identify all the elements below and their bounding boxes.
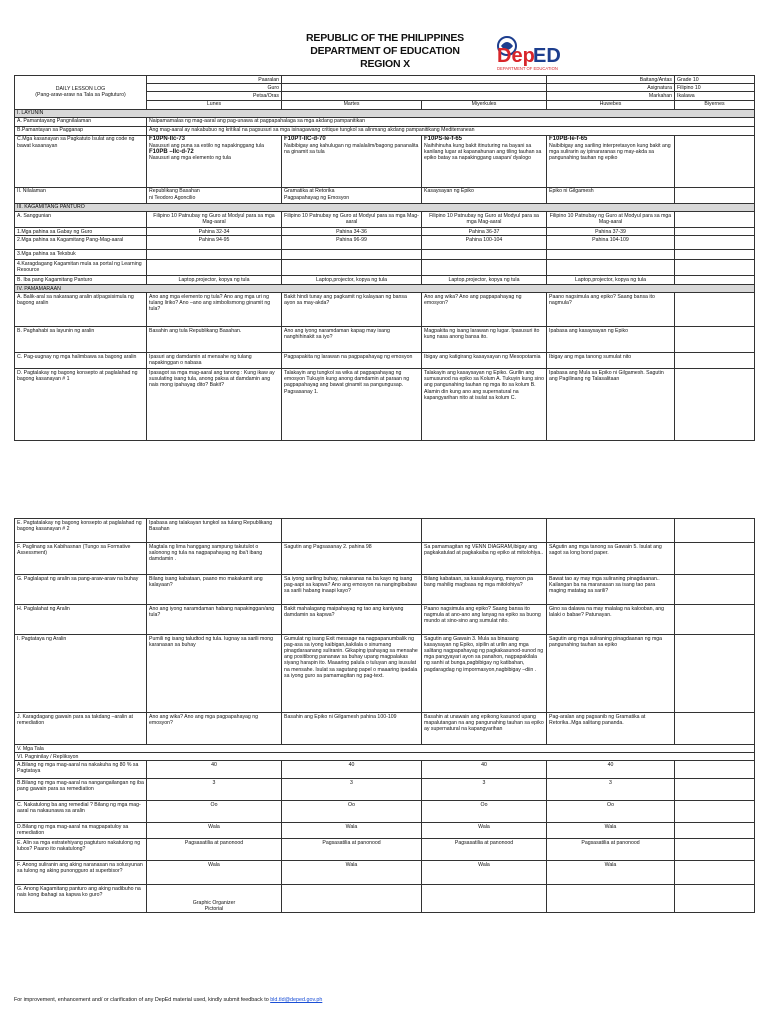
cell-huwebes: Ipabasa ang kasaysayan ng Epiko [547,327,675,353]
day-biyernes: Biyernes [675,100,755,109]
cell-huwebes: Wala [547,823,675,839]
cell-huwebes [547,135,675,187]
cell-miyerkules: Sa pamamagitan ng VENN DIAGRAM,ibigay ang pagkakatulad at pagkakaiba ng epiko at mitolohiya.. [422,543,547,575]
header-title-block [285,32,485,71]
cell-biyernes [675,575,755,605]
deped-logo [493,24,563,80]
row-label: II. Nilalaman [15,187,147,203]
cell-lunes [147,135,282,187]
cell-biyernes [675,187,755,203]
svg-text:ED: ED [533,45,561,67]
text: Pictorial [204,905,224,912]
cell-martes: Pahina 96-99 [282,236,422,250]
row-label: A.Bilang ng mga mag-aaral na nakakuha ng 80 % sa Pagtataya [15,761,147,779]
row-label: D.Bilang ng mga mag-aaral na magpapatuloy sa remediation [15,823,147,839]
cell-lunes [147,250,282,260]
cell-huwebes: Wala [547,861,675,885]
cell-huwebes [547,260,675,276]
header-republic: REPUBLIC OF THE PHILIPPINES [306,32,464,44]
text: Nasusuri ang mga elemento ng tula [149,154,231,161]
cell-huwebes: Filipino 10 Patnubay ng Guro at Modyul para sa mga Mag-aaral [547,212,675,228]
cell-lunes: Ipasagot sa mga mag-aaral ang tanong : Kung ikaw ay susulating isang tula, anong paksa at damdamin ang nais mong ipahayag dito? Bakit? [147,369,282,441]
guro-value [282,84,547,92]
cell-huwebes: Ibigay ang mga tanong sumulat nito [547,353,675,369]
section-mga-tala: V. Mga Tala [15,745,755,753]
cell-lunes: Wala [147,823,282,839]
cell-miyerkules: Laptop,projector, kopya ng tula [422,276,547,285]
cell-lunes: 40 [147,761,282,779]
dll-subtitle: (Pang-araw-araw na Tala sa Pagtuturo) [35,92,126,99]
row-label: A. Balik-aral sa nakaraang aralin at/pagsisimula ng bagong aralin [15,293,147,327]
row-label: B. Iba pang Kagamitang Panturo [15,276,147,285]
markahan-value: Ikalawa [675,92,755,100]
cell-lunes: Ipabasa ang talakayan tungkol sa tulang Republikang Basahan [147,519,282,543]
cell-lunes: Pahina 32-34 [147,228,282,236]
cell-martes [282,187,422,203]
petsa-label: Petsa/Oras [147,92,282,100]
cell-martes: Sa iyong sariling buhay, nakaranas na ba kayo ng isang pag-aapi sa kapwa? Ano ang emosyon na nangingibabaw sa sarili habang inaapi kayo? [282,575,422,605]
cell-biyernes [675,779,755,801]
cell-biyernes [675,885,755,913]
text: Nasusuri ang puna sa estilo ng napakinggang tula [149,142,265,149]
cell-lunes: Ano ang iyong naramdaman habang napakinggan/ang tula? [147,605,282,635]
svg-text:Dep: Dep [497,45,535,67]
code: F10PT-IIC-d-70 [284,136,326,143]
cell-biyernes [675,327,755,353]
cell-huwebes: Bawat tao ay may mga suliraning pinagdaanan.. Kailangan ba na maranasan sa isang tao para maging matatag sa sarili? [547,575,675,605]
cell-biyernes [675,861,755,885]
row-label: G. Paglalapat ng aralin sa pang-araw-araw na buhay [15,575,147,605]
cell-miyerkules: 3 [422,779,547,801]
cell-miyerkules: Bilang kabataan, sa kasalukuyang, mayroon pa bang mahilig magbasa ng mga mitolohiya? [422,575,547,605]
row-label: E. Pagtatalakay ng bagong konsepto at paglalahad ng bagong kasanayan # 2 [15,519,147,543]
row-label: C. Nakatulong ba ang remedial ? Bilang ng mga mag-aaral na nakaunawa sa aralin [15,801,147,823]
code: F10PB-Ie-f-65 [549,136,588,143]
text: Graphic Organizer [192,899,236,906]
row-label: 2.Mga pahina sa Kagamitang Pang-Mag-aaral [15,236,147,250]
row-label: H. Paglalahat ng Aralin [15,605,147,635]
row-label: J. Karagdagang gawain para sa takdang –aralin at remediation [15,713,147,745]
cell-martes: Pagpapakita ng larawan na pagpapahayag ng emosyon [282,353,422,369]
cell-lunes: Ipasuri ang damdamin at mensahe ng tulang napakinggan o nabasa [147,353,282,369]
row-label: A. Pamantayang Pangnilalaman [15,117,147,126]
row-value: Naipamamalas ng mag-aaral ang pag-unawa at pagpapahalaga sa mga akdang pampanitikan [147,117,755,126]
cell-lunes: Laptop,projector, kopya ng tula [147,276,282,285]
guro-label: Guro [147,84,282,92]
cell-biyernes [675,605,755,635]
cell-huwebes: SAgutin ang mga tanong sa Gawain 5. Isulat ang sagot sa long bond paper. [547,543,675,575]
section-kagamitan: III. KAGAMITANG PANTURO [15,203,755,211]
cell-miyerkules: Wala [422,823,547,839]
cell-miyerkules [422,260,547,276]
cell-biyernes [675,543,755,575]
asignatura-label: Asignatura [547,84,675,92]
cell-lunes: Ano ang mga elemento ng tula? Ano ang mga uri ng tulang liriko? Ano –ano ang simbolismong ginamit ng tula? [147,293,282,327]
cell-miyerkules [422,135,547,187]
cell-miyerkules: Pahina 100-104 [422,236,547,250]
row-label: 4.Karagdagang Kagamitan mula sa portal ng Learning Resource [15,260,147,276]
cell-miyerkules: Magpakita ng isang larawan ng lugar. Ipasusuri ito kung nasa anong bansa ito. [422,327,547,353]
text: Gramatika at Retorika [284,188,335,195]
cell-biyernes [675,761,755,779]
cell-miyerkules [422,519,547,543]
section-layunin: I. LAYUNIN [15,109,755,117]
code: F10PS-Ie-f-65 [424,136,463,143]
cell-huwebes: Pagsasatilia at panonood [547,839,675,861]
text: ni Teodoro Agoncilio [149,194,196,201]
cell-huwebes: Sagutin ang mga suliraning pinagdaanan ng mga pangunahing tauhan sa epiko [547,635,675,713]
cell-lunes: Pagsasatilia at panonood [147,839,282,861]
cell-lunes: Wala [147,861,282,885]
cell-biyernes [675,353,755,369]
dll-title-cell [15,76,147,110]
cell-biyernes [675,839,755,861]
cell-lunes [147,260,282,276]
cell-miyerkules [422,885,547,913]
section-pagninilay: VI. Pagninilay / Repliksyon [15,753,755,761]
cell-miyerkules: Paano nagsimula ang epiko? Saang bansa ito nagmula at ano-ano ang lanyag na epiko sa buong mundo at sino-sino ang sumulat nito. [422,605,547,635]
cell-biyernes [675,713,755,745]
cell-miyerkules: Kasaysayan ng Epiko [422,187,547,203]
row-label: G. Anong Kagamitang panturo ang aking nadibuho na nais kong ibahagi sa kapwa ko guro? [15,885,147,913]
cell-lunes: Pumili ng isang taludtod ng tula. Iugnay sa sarili mong karanasan sa buhay [147,635,282,713]
cell-lunes: Basahin ang tula Republikang Basahan. [147,327,282,353]
cell-huwebes: Pag-aralan ang pagsanib ng Gramatika at Retorika..Mga salitang pananda. [547,713,675,745]
cell-martes: Talakayin ang tungkol sa wika at pagpapahayag ng emosyon Tukuyin kung anong damdamin at paraan ng pagpapahayag ang bawat ginamit sa pangungusap. Pagsasanay 1. [282,369,422,441]
cell-martes: 3 [282,779,422,801]
cell-huwebes [547,519,675,543]
cell-biyernes [675,293,755,327]
row-label: B.Pamantayan sa Pagganap [15,126,147,135]
cell-biyernes [675,823,755,839]
cell-miyerkules: Pagsasatilia at panonood [422,839,547,861]
cell-lunes: Ano ang wika? Ano ang mga pagpapahayag ng emosyon? [147,713,282,745]
feedback-email-link[interactable]: bld.tld@deped.gov.ph [270,997,323,1003]
cell-miyerkules: Filipino 10 Patnubay ng Guro at Modyul para sa mga Mag-aaral [422,212,547,228]
cell-lunes [147,187,282,203]
cell-martes: Bakit hindi tunay ang pagkamit ng kalayaan ng bansa ayon sa may-akda? [282,293,422,327]
cell-biyernes [675,135,755,187]
code: F10PB –IIc-d-72 [149,148,194,155]
cell-biyernes [675,228,755,236]
text: Naibibigay ang sariling interpretasyon kung bakit ang mga sulirarin ay ipinararanas ng may-akda sa pangunahing tauhan ng epiko [549,142,671,161]
svg-text:DEPARTMENT OF EDUCATION: DEPARTMENT OF EDUCATION [497,66,558,71]
paaralan-label: Paaralan [147,76,282,84]
cell-huwebes: Pahina 37-39 [547,228,675,236]
cell-biyernes [675,519,755,543]
cell-martes: Oo [282,801,422,823]
cell-miyerkules: Ano ang wika? Ano ang pagpapahayag ng emosyon? [422,293,547,327]
day-lunes: Lunes [147,100,282,109]
cell-miyerkules: 40 [422,761,547,779]
cell-lunes: Pahina 94-95 [147,236,282,250]
cell-martes: Laptop,projector, kopya ng tula [282,276,422,285]
cell-martes: Gumulat ng isang Exit message na nagpapanumbalik ng pag-asa sa iyong kaibigan,kakilala o sinumang pinagdaraanang suliranin. Gikaping ipahayag sa mensahe ang positibong pananaw sa buhay upang magpalakas siyang harapin ito. Maaaring palula o tuluyan ang isusulat na mensahe. Isulat sa sagutang papel o maaaring ipadala sa iyong guro sa pamamagitan ng pag-text. [282,635,422,713]
text: Naibibigay ang kahulugan ng malalalim/bagong pananalita na ginamit sa tula [284,142,419,155]
cell-martes: Wala [282,823,422,839]
cell-miyerkules [422,250,547,260]
cell-martes [282,260,422,276]
section-pamamaraan: IV. PAMAMARAAN [15,285,755,293]
markahan-label: Markahan [547,92,675,100]
cell-martes [282,250,422,260]
row-label: B. Paghahabi sa layunin ng aralin [15,327,147,353]
cell-martes [282,519,422,543]
cell-martes [282,135,422,187]
cell-biyernes [675,260,755,276]
cell-miyerkules: Sagutin ang Gawain 3. Mula sa binasang kasaysayan ng Epiko, sipilin at urilin ang mga salitang nagpapahayag ng pagkakasunod-sunod ng mga pangyayari ayon sa panahon, nagpapakilala ng sanhi at bunga,pagbibigay ng katibahan, pagdaragdag ng impormasyon,nagbibigay –diin . [422,635,547,713]
cell-biyernes [675,801,755,823]
cell-biyernes [675,276,755,285]
row-label: E. Alin sa mga estratehiyang pagtuturo nakatulong ng lubos? Paano ito nakatulong? [15,839,147,861]
row-label: 3.Mga pahina sa Teksbuk [15,250,147,260]
cell-martes: Filipino 10 Patnubay ng Guro at Modyul para sa mga Mag-aaral [282,212,422,228]
row-value: Ang mag-aaral ay nakabubuo ng kritikal na pagsusuri sa mga isinagawang critique tungkol sa alinmang akdang pampanitikang Mediterranean [147,126,755,135]
cell-lunes: Bilang isang kabataan, paano mo makakamit ang kalayaan? [147,575,282,605]
cell-miyerkules: Oo [422,801,547,823]
day-miyerkules: Miyerkules [422,100,547,109]
cell-huwebes: Laptop,projector, kopya ng tula [547,276,675,285]
cell-miyerkules: Pahina 36-37 [422,228,547,236]
cell-biyernes [675,212,755,228]
row-label: C. Pag-uugnay ng mga halimbawa sa bagong aralin [15,353,147,369]
cell-huwebes: Ipabasa ang Mula sa Epiko ni Gilgamesh. Sagutin ang Pagilinang ng Talasalitaan [547,369,675,441]
cell-martes: Pahina 34-36 [282,228,422,236]
row-label: B.Bilang ng mga mag-aaral na nangangailangan ng iba pang gawain para sa remediation [15,779,147,801]
cell-miyerkules: Basahin at unawain ang epikong kasunod upang mapalutangan na ang pangunahing tauhan sa epiko ay supernatural na kapangyarihan [422,713,547,745]
cell-martes [282,885,422,913]
day-martes: Martes [282,100,422,109]
row-label: D. Pagtalakay ng bagong konsepto at paglalahad ng bagong kasanayan # 1 [15,369,147,441]
cell-huwebes: Gino sa dalawa na may malalag na kalooban, ang lalaki o babae? Patunayan. [547,605,675,635]
cell-martes: Bakit mahalagang maipahayag ng tao ang kaniyang damdamin sa kapwa? [282,605,422,635]
cell-lunes: Oo [147,801,282,823]
cell-huwebes: Epiko ni Gilgamesh [547,187,675,203]
cell-martes: Basahin ang Epiko ni Gilgamesh pahina 100-109 [282,713,422,745]
lesson-log-table-page1 [14,75,755,441]
cell-miyerkules: Talakayin ang kasaysayan ng Epiko. Gurilin ang sumusunod na epiko sa Kolum A. Tukuyin kung sino ang pangunahing tauhan ng mga ito sa kolum B. Alamin din kung ano ang supernatural na kapangyarihan nito at isulat sa kolum C. [422,369,547,441]
code: F10PN-IIc-73 [149,136,186,143]
cell-biyernes [675,236,755,250]
cell-lunes: Magtala ng lima hanggang sampung takutulot o salonong ng tula na nagpapahayag ng iba't ibang damdamin . [147,543,282,575]
baitang-label: Baitang/Antas [547,76,675,84]
cell-biyernes [675,635,755,713]
header-department: DEPARTMENT OF EDUCATION [310,45,460,57]
row-label: A. Sanggunian [15,212,147,228]
text: Republikang Basahan [149,188,200,195]
dll-title: DAILY LESSON LOG [55,86,106,93]
cell-martes: Ano ang iyong naramdaman kapag may isang nanghihinakit sa iyo? [282,327,422,353]
cell-huwebes: 40 [547,761,675,779]
petsa-value [282,92,547,100]
cell-biyernes [675,369,755,441]
footer-note [14,997,754,1003]
header-region: REGION X [360,58,410,70]
row-label: F. Paglinang sa Kabihasnan (Tungo sa Formative Assessment) [15,543,147,575]
paaralan-value [282,76,547,84]
asignatura-value: Filipino 10 [675,84,755,92]
cell-lunes: 3 [147,779,282,801]
cell-martes: 40 [282,761,422,779]
text: Pagpapahayag ng Emosyon [284,194,350,201]
day-huwebes: Huwebes [547,100,675,109]
cell-huwebes: Paano nagsimula ang epiko? Saang bansa ito nagmula? [547,293,675,327]
cell-huwebes: Oo [547,801,675,823]
lesson-log-table-page2 [14,518,755,913]
text: Naihihinuha kung bakit itinuturing na bayani sa kanilang lugar at kapanahunan ang tiling tauhan sa epiko batay sa napakinggang usapan/ dyalogo [424,142,542,161]
cell-huwebes [547,250,675,260]
footer-text: For improvement, enhancement and/ or clarification of any DepEd material used, kindly submit feedback to [14,997,271,1003]
cell-martes: Pagsasatilia at panonood [282,839,422,861]
cell-lunes [147,885,282,913]
cell-martes: Wala [282,861,422,885]
cell-huwebes: Pahina 104-109 [547,236,675,250]
cell-miyerkules: Ibigay ang katigirang kasaysayan ng Mesopotamia [422,353,547,369]
row-label: F. Anong suliranin ang aking naranasan na solusyunan sa tulong ng aking punongguro at superbisor? [15,861,147,885]
cell-huwebes: 3 [547,779,675,801]
cell-miyerkules: Wala [422,861,547,885]
cell-lunes: Filipino 10 Patnubay ng Guro at Modyul para sa mga Mag-aaral [147,212,282,228]
row-label: C.Mga kasanayan sa Pagkatuto Isulat ang code ng bawat kasanayan [15,135,147,187]
row-label: I. Pagtataya ng Aralin [15,635,147,713]
baitang-value: Grade 10 [675,76,755,84]
cell-martes: Sagutin ang Pagsasanay 2. pahina 98 [282,543,422,575]
cell-biyernes [675,250,755,260]
cell-huwebes [547,885,675,913]
row-label: 1.Mga pahina sa Gabay ng Guro [15,228,147,236]
